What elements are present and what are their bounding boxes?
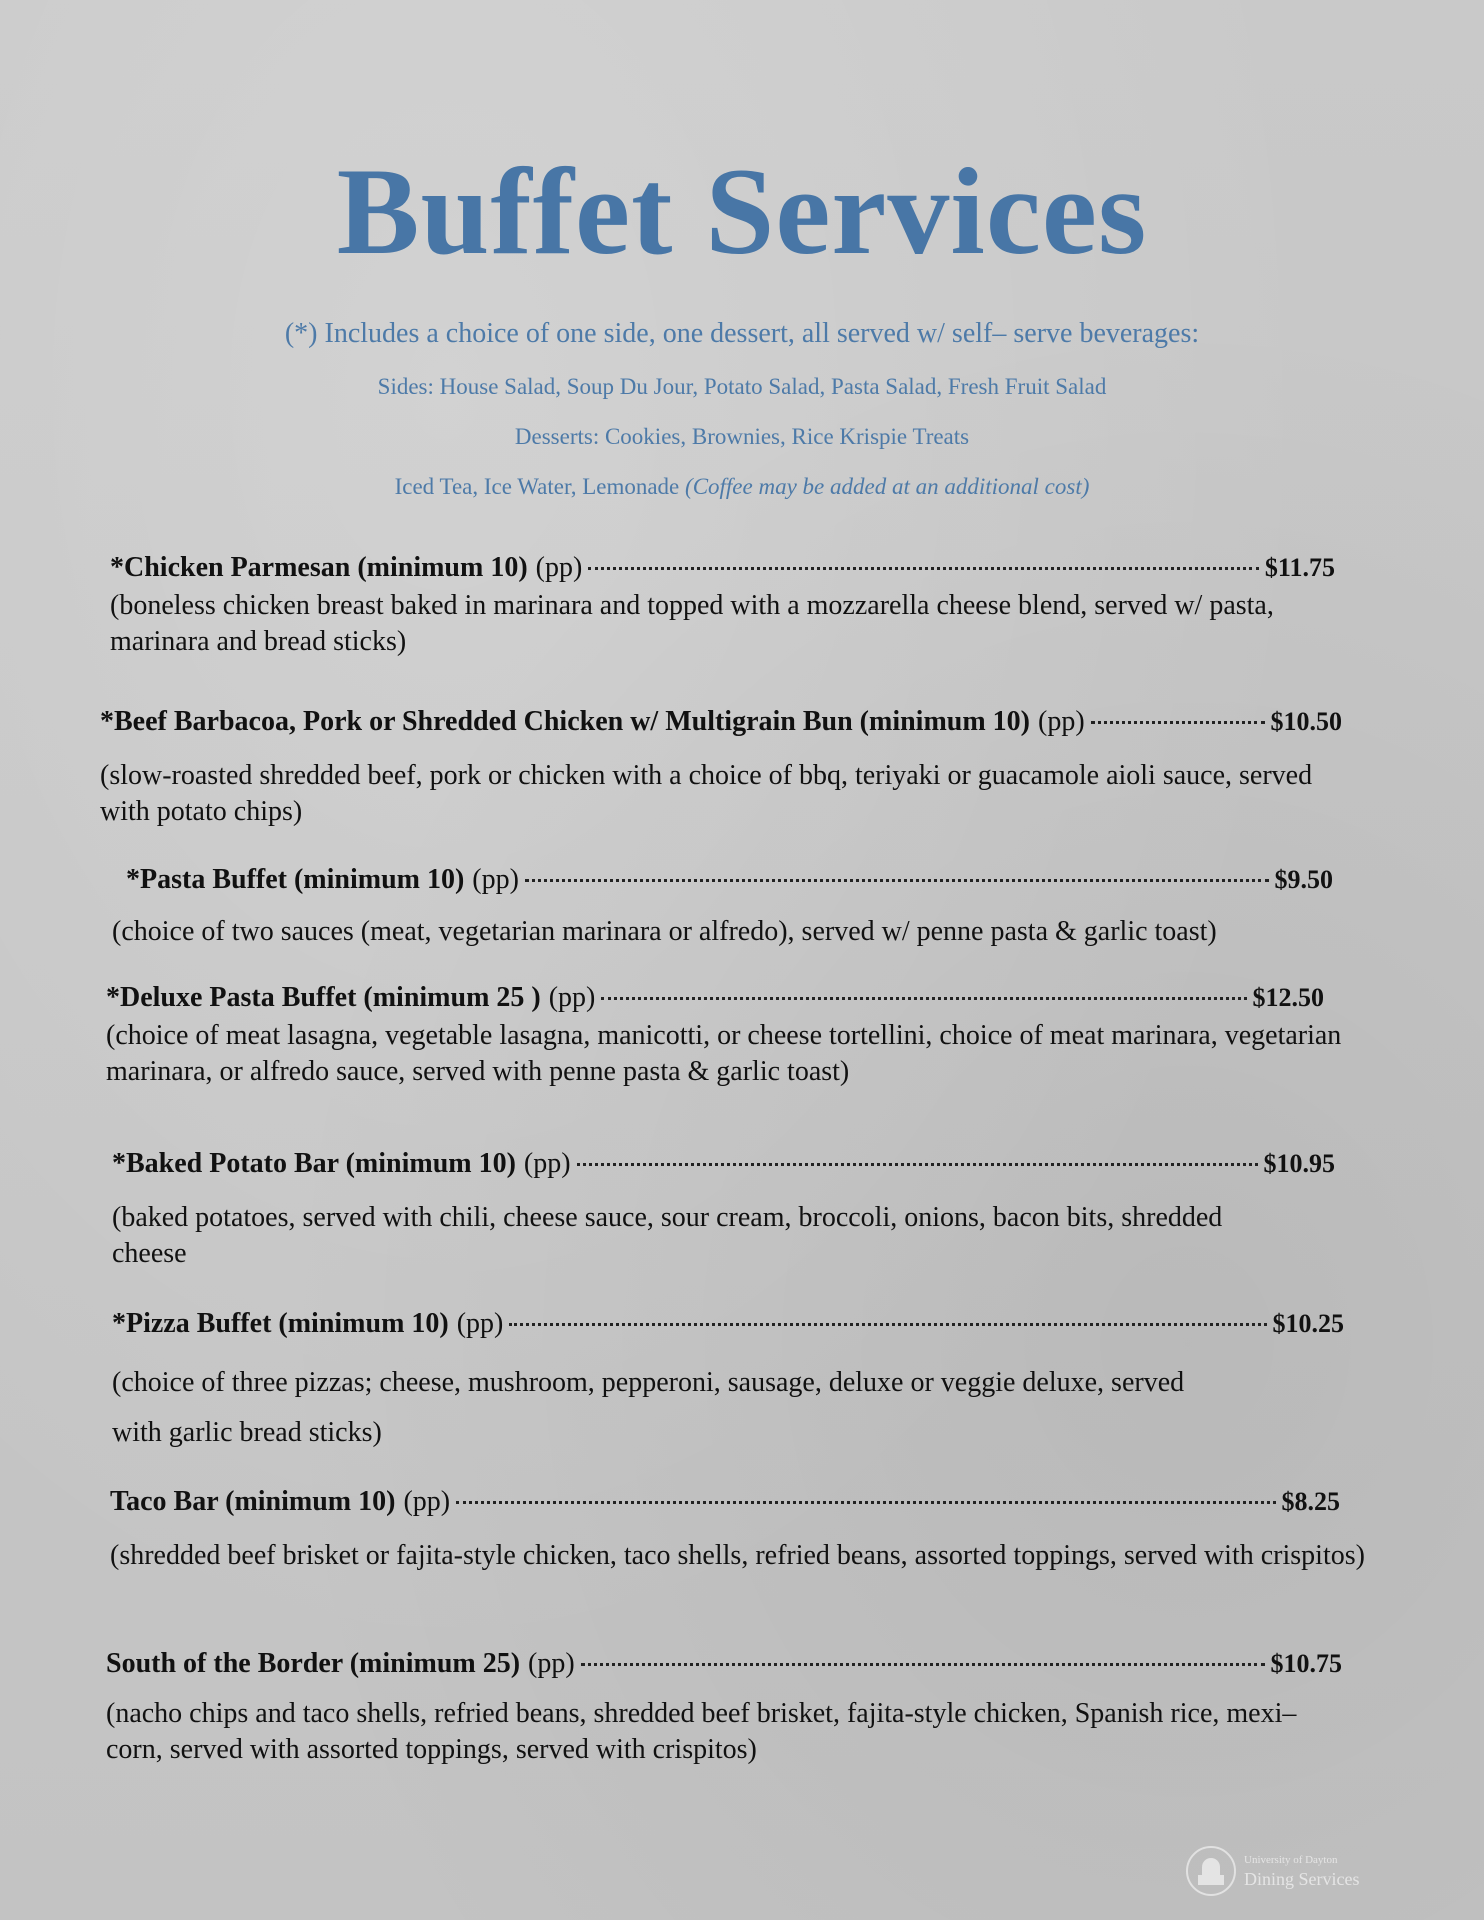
menu-item-unit: (pp) [535, 552, 583, 583]
menu-item-price: $11.75 [1264, 553, 1335, 582]
dot-leader [577, 1163, 1258, 1166]
menu-item-name: *Pizza Buffet (minimum 10) [112, 1308, 449, 1339]
menu-item-description: (choice of meat lasagna, vegetable lasagna, manicotti, or cheese tortellini, choice of meat marinara, vegetarian marinara, or alfredo sauce, served with penne pasta & garlic toast) [106, 1020, 1342, 1087]
beverages-note: (Coffee may be added at an additional cost) [685, 474, 1090, 499]
dining-services-logo [1186, 1842, 1376, 1900]
menu-item-name: South of the Border (minimum 25) [106, 1648, 521, 1679]
sides-line: Sides: House Salad, Soup Du Jour, Potato Salad, Pasta Salad, Fresh Fruit Salad [377, 374, 1107, 399]
menu-item-price: $10.75 [1270, 1649, 1342, 1678]
menu-item-name: Taco Bar (minimum 10) [110, 1486, 396, 1517]
menu-item-heading [106, 982, 1324, 1014]
includes-subtitle: (*) Includes a choice of one side, one dessert, all served w/ self– serve beverages: [284, 318, 1200, 349]
logo-dining-services: Dining Services [1244, 1868, 1360, 1889]
menu-item-description: (boneless chicken breast baked in marinara and topped with a mozzarella cheese blend, served w/ pasta, marinara and bread sticks) [110, 590, 1274, 657]
university-seal-icon [1186, 1846, 1236, 1896]
menu-item-heading [110, 552, 1335, 584]
dot-leader [525, 879, 1269, 882]
menu-item-heading [106, 1648, 1342, 1680]
menu-item-description: (choice of two sauces (meat, vegetarian marinara or alfredo), served w/ penne pasta & garlic toast) [112, 916, 1217, 947]
menu-item-unit: (pp) [456, 1308, 504, 1339]
menu-item-price: $12.50 [1252, 983, 1324, 1012]
menu-item-price: $10.25 [1272, 1309, 1344, 1338]
menu-item-price: $10.95 [1263, 1149, 1335, 1178]
menu-item-name: *Pasta Buffet (minimum 10) [126, 864, 465, 895]
menu-item-heading [126, 864, 1333, 896]
menu-item-unit: (pp) [528, 1648, 575, 1679]
menu-item-name: *Chicken Parmesan (minimum 10) [110, 552, 528, 583]
menu-item-unit: (pp) [1038, 706, 1085, 737]
menu-item-heading [112, 1148, 1335, 1180]
menu-item-price: $9.50 [1274, 865, 1333, 894]
menu-item-name: *Baked Potato Bar (minimum 10) [112, 1148, 516, 1179]
menu-item-description: (nacho chips and taco shells, refried beans, shredded beef brisket, fajita-style chicken, Spanish rice, mexi– corn, served with assorted toppings, served with crispitos) [106, 1698, 1297, 1765]
menu-item-name: *Beef Barbacoa, Pork or Shredded Chicken w/ Multigrain Bun (minimum 10) [100, 706, 1031, 737]
dot-leader [1091, 721, 1265, 724]
dot-leader [601, 997, 1246, 1000]
page-title: Buffet Services [336, 143, 1148, 280]
menu-item-unit: (pp) [403, 1486, 451, 1517]
menu-item-description: (baked potatoes, served with chili, cheese sauce, sour cream, broccoli, onions, bacon bits, shredded cheese [112, 1202, 1223, 1269]
menu-item-unit: (pp) [472, 864, 519, 895]
menu-item-unit: (pp) [523, 1148, 571, 1179]
menu-item-heading [100, 706, 1342, 738]
menu-item-description: (slow-roasted shredded beef, pork or chicken with a choice of bbq, teriyaki or guacamole aioli sauce, served with potato chips) [100, 760, 1313, 827]
dot-leader [456, 1501, 1275, 1504]
dot-leader [588, 567, 1259, 570]
dot-leader [581, 1663, 1265, 1666]
beverages-line [0, 474, 1484, 500]
logo-wordmark [1244, 1855, 1359, 1888]
menu-item-name: *Deluxe Pasta Buffet (minimum 25 ) [106, 982, 541, 1013]
menu-item-description: (choice of three pizzas; cheese, mushroom, pepperoni, sausage, deluxe or veggie deluxe, served with garlic bread sticks) [112, 1367, 1185, 1448]
menu-item-description: (shredded beef brisket or fajita-style chicken, taco shells, refried beans, assorted toppings, served with crispitos) [110, 1540, 1365, 1571]
menu-item-price: $10.50 [1270, 707, 1342, 736]
menu-item-heading [110, 1486, 1340, 1518]
desserts-line: Desserts: Cookies, Brownies, Rice Krispie Treats [514, 424, 970, 449]
menu-item-heading [112, 1308, 1344, 1340]
menu-item-price: $8.25 [1281, 1487, 1340, 1516]
logo-university-name: University of Dayton [1244, 1853, 1338, 1866]
dot-leader [509, 1323, 1266, 1326]
menu-item-unit: (pp) [548, 982, 596, 1013]
beverages-text: Iced Tea, Ice Water, Lemonade [394, 474, 680, 499]
